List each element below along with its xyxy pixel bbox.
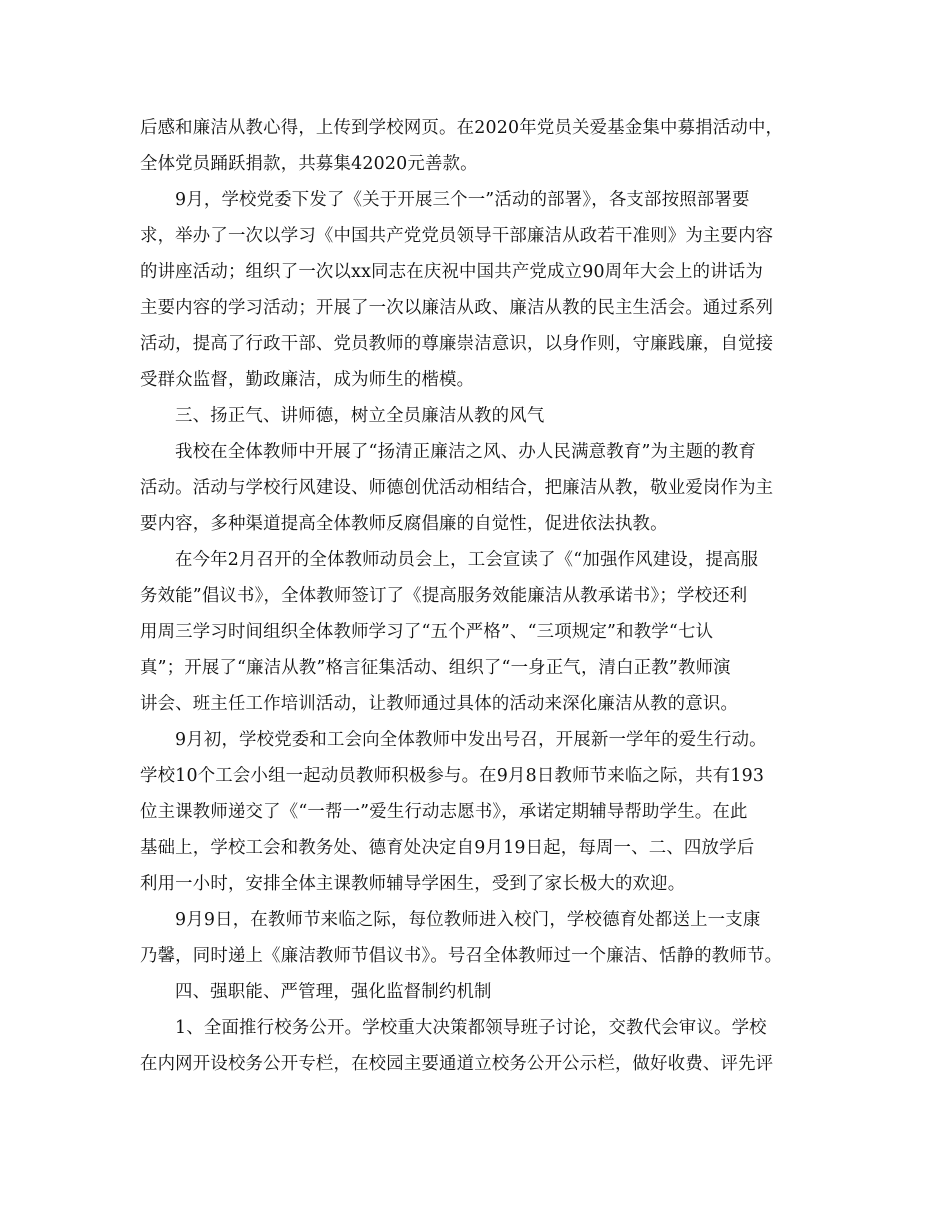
paragraph-start-line: 9月，学校党委下发了《关于开展三个一”活动的部署》，各支部按照部署要 xyxy=(175,190,750,210)
body-text-line: 乃馨，同时递上《廉洁教师节倡议书》。号召全体教师过一个廉洁、恬静的教师节。 xyxy=(140,946,783,966)
body-text-line: 活动，提高了行政干部、党员教师的尊廉崇洁意识，以身作则，守廉践廉，自觉接 xyxy=(140,334,774,354)
paragraph-start-line: 1、全面推行校务公开。学校重大决策都领导班子讨论，交教代会审议。学校 xyxy=(175,1018,767,1038)
body-text-line: 利用一小时，安排全体主课教师辅导学困生，受到了家长极大的欢迎。 xyxy=(140,874,686,894)
body-text-line: 讲会、班主任工作培训活动，让教师通过具体的活动来深化廉洁从教的意识。 xyxy=(140,694,739,714)
paragraph-start-line: 我校在全体教师中开展了“扬清正廉洁之风、办人民满意教育”为主题的教育 xyxy=(175,442,757,462)
body-text-line: 在内网开设校务公开专栏，在校园主要通道立校务公开公示栏，做好收费、评先评 xyxy=(140,1054,774,1074)
body-text-line: 位主课教师递交了《“一帮一”爱生行动志愿书》，承诺定期辅导帮助学生。在此 xyxy=(140,802,748,822)
body-text-line: 的讲座活动；组织了一次以xx同志在庆祝中国共产党成立90周年大会上的讲话为 xyxy=(140,262,764,282)
body-text-line: 学校10个工会小组一起动员教师积极参与。在9月8日教师节来临之际，共有193 xyxy=(140,766,765,786)
body-text-line: 后感和廉洁从教心得，上传到学校网页。在2020年党员关爱基金集中募捐活动中， xyxy=(140,118,784,138)
paragraph-start-line: 在今年2月召开的全体教师动员会上，工会宣读了《“加强作风建设，提高服 xyxy=(175,550,759,570)
body-text-line: 主要内容的学习活动；开展了一次以廉洁从政、廉洁从教的民主生活会。通过系列 xyxy=(140,298,774,318)
paragraph-start-line: 9月初，学校党委和工会向全体教师中发出号召，开展新一学年的爱生行动。 xyxy=(175,730,767,750)
paragraph-start-line: 9月9日，在教师节来临之际，每位教师进入校门，学校德育处都送上一支康 xyxy=(175,910,761,930)
body-text-line: 全体党员踊跃捐款，共募集42020元善款。 xyxy=(140,154,478,174)
body-text-line: 要内容，多种渠道提高全体教师反腐倡廉的自觉性，促进依法执教。 xyxy=(140,514,668,534)
body-text-line: 受群众监督，勤政廉洁，成为师生的楷模。 xyxy=(140,370,475,390)
section-heading: 三、扬正气、讲师德，树立全员廉洁从教的风气 xyxy=(175,406,545,426)
body-text-line: 活动。活动与学校行风建设、师德创优活动相结合，把廉洁从教，敬业爱岗作为主 xyxy=(140,478,774,498)
section-heading: 四、强职能、严管理，强化监督制约机制 xyxy=(175,982,492,1002)
body-text-line: 基础上，学校工会和教务处、德育处决定自9月19日起，每周一、二、四放学后 xyxy=(140,838,755,858)
body-text-line: 求，举办了一次以学习《中国共产党党员领导干部廉洁从政若干准则》为主要内容 xyxy=(140,226,774,246)
body-text-line: 真”；开展了“廉洁从教”格言征集活动、组织了“一身正气，清白正教”教师演 xyxy=(140,658,731,678)
body-text-line: 用周三学习时间组织全体教师学习了“五个严格”、“三项规定”和教学“七认 xyxy=(140,622,714,642)
body-text-line: 务效能”倡议书》，全体教师签订了《提高服务效能廉洁从教承诺书》；学校还利 xyxy=(140,586,748,606)
